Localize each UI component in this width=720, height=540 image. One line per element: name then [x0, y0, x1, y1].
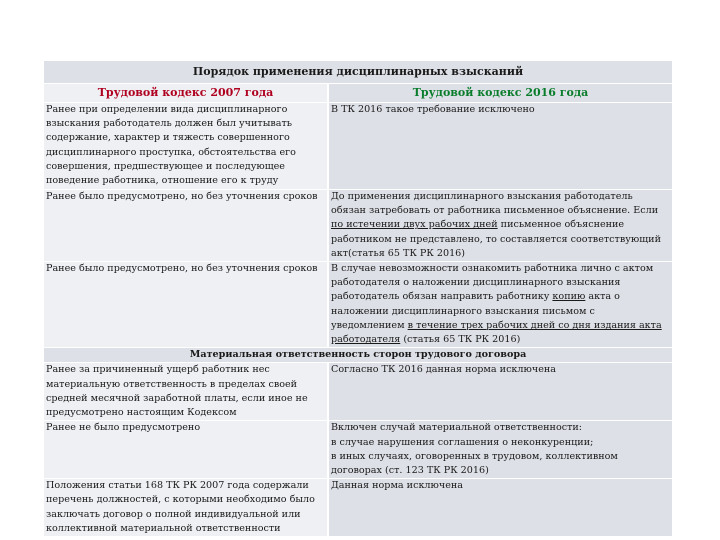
cell-2007: Ранее было предусмотрено, но без уточнения сроков [44, 190, 328, 262]
table-title: Порядок применения дисциплинарных взысканий [44, 61, 672, 84]
table-title-row [44, 61, 672, 84]
cell-2016: Включен случай материальной ответственности: в случае нарушения соглашения о неконкуренции; в иных случаях, оговоренных в трудовом, коллективном договорах (ст. 123 ТК РК 2016) [328, 421, 672, 479]
underlined-deadline: по истечении двух рабочих дней [331, 219, 498, 231]
section-row [44, 348, 672, 363]
cell-2016: В ТК 2016 такое требование исключено [328, 103, 672, 190]
table-row [44, 103, 672, 190]
table-row [44, 190, 672, 262]
table-row [44, 363, 672, 421]
table-row [44, 421, 672, 479]
cell-2007: Ранее за причиненный ущерб работник нес материальную ответственность в пределах своей средней месячной заработной платы, если иное не предусмотрено настоящим Кодексом [44, 363, 328, 421]
section-title: Материальная ответственность сторон трудового договора [44, 348, 672, 363]
cell-2016: До применения дисциплинарного взыскания работодатель обязан затребовать от работника письменное объяснение. Если по истечении двух рабочих дней письменное объяснение работником не представлено, то составляется соответствующий акт(статья 65 ТК РК 2016) [328, 190, 672, 262]
cell-2016: Данная норма исключена [328, 479, 672, 536]
underlined-copy: копию [552, 291, 586, 303]
cell-2007: Ранее было предусмотрено, но без уточнения сроков [44, 262, 328, 348]
table-row [44, 262, 672, 348]
cell-2007: Ранее при определении вида дисциплинарного взыскания работодатель должен был учитывать содержание, характер и тяжесть совершенного дисциплинарного проступка, обстоятельства его совершения, предшествующее и последующее поведение работника, отношение его к труду [44, 103, 328, 190]
header-tk-2007: Трудовой кодекс 2007 года [44, 84, 328, 103]
cell-2007: Ранее не было предусмотрено [44, 421, 328, 479]
table-row [44, 479, 672, 536]
table-header-row [44, 84, 672, 103]
comparison-table [44, 60, 672, 536]
cell-2007: Положения статьи 168 ТК РК 2007 года содержали перечень должностей, с которыми необходимо было заключать договор о полной индивидуальной или коллективной материальной ответственности [44, 479, 328, 536]
underlined-deadline: в течение трех рабочих дней со дня издания акта работодателя [331, 319, 662, 346]
cell-2016: В случае невозможности ознакомить работника лично с актом работодателя о наложении дисциплинарного взыскания работодатель обязан направить работнику копию акта о наложении дисциплинарного взыскания письмом с уведомлением в течение трех рабочих дней со дня издания акта работодателя (статья 65 ТК РК 2016) [328, 262, 672, 348]
cell-2016: Согласно ТК 2016 данная норма исключена [328, 363, 672, 421]
header-tk-2016: Трудовой кодекс 2016 года [328, 84, 672, 103]
